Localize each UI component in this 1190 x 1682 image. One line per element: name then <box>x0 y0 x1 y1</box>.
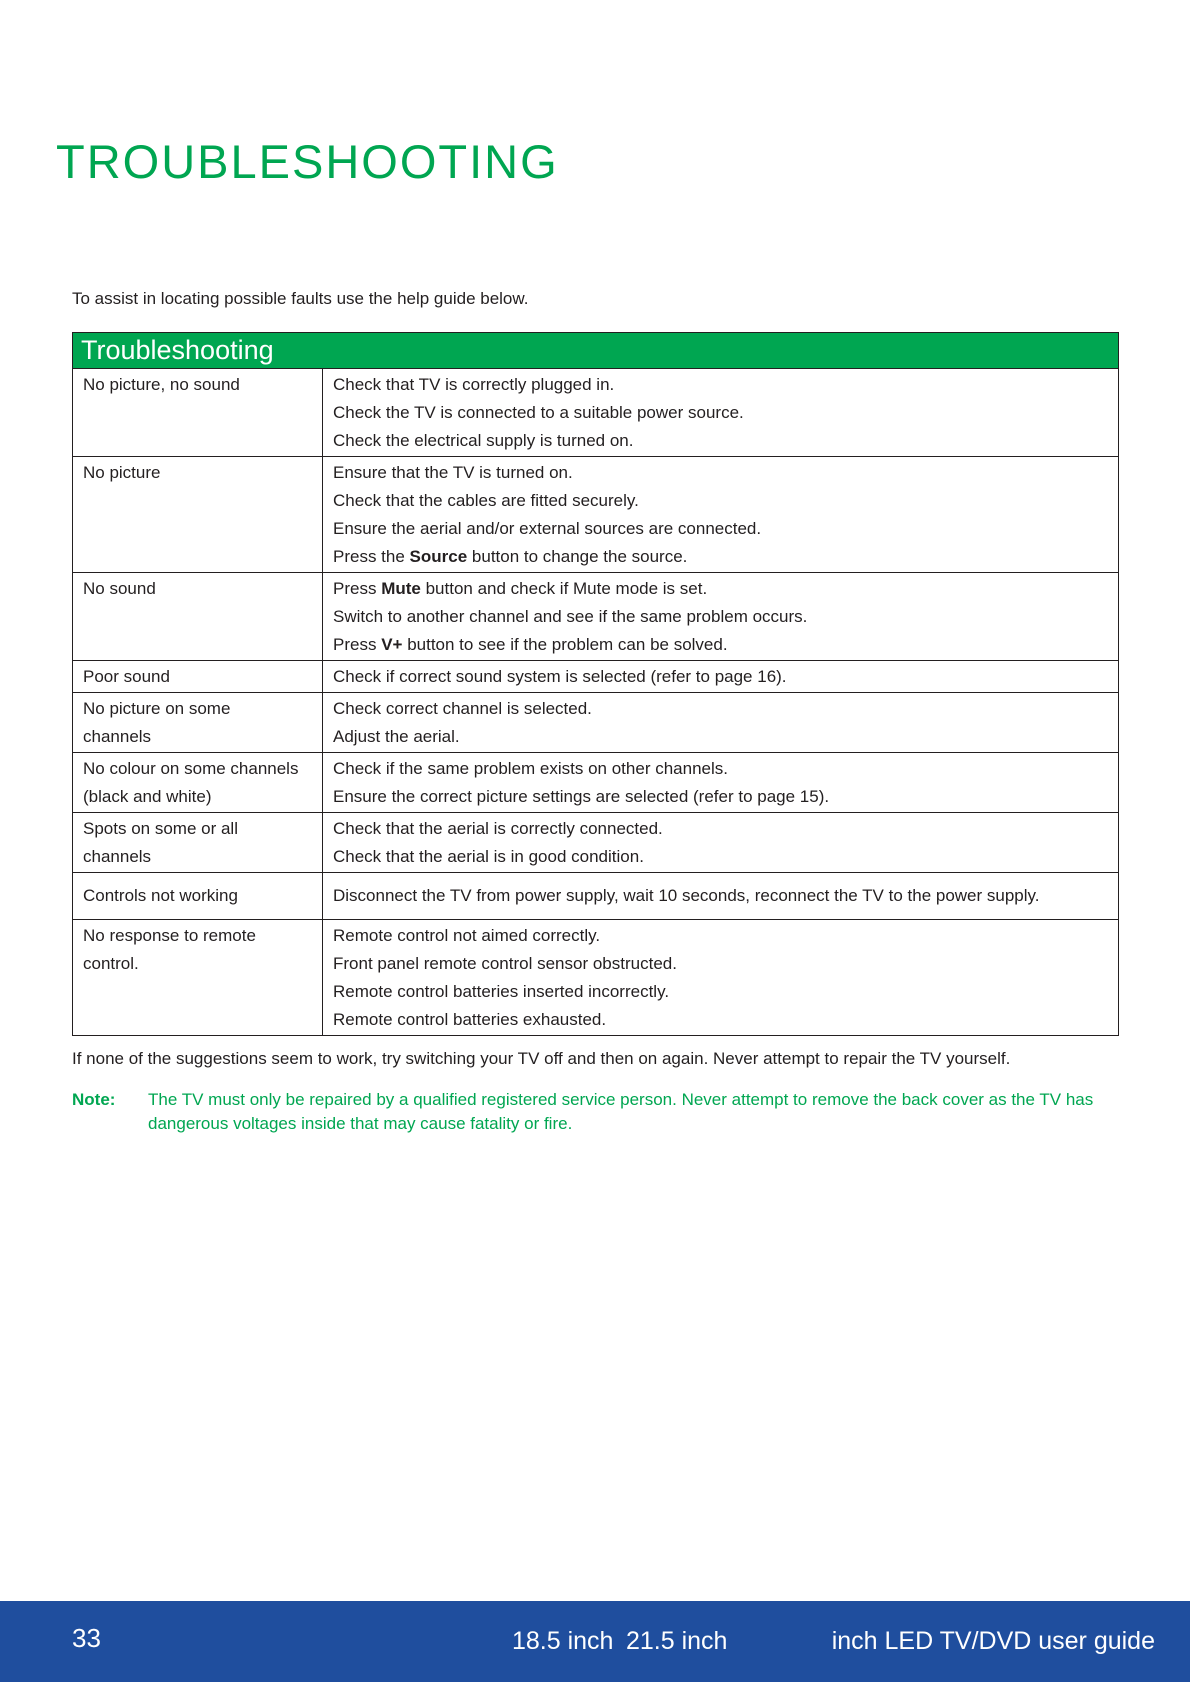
note-text: The TV must only be repaired by a qualified registered service person. Never attempt to remove the back cover as the TV has dangerous voltages inside that may cause fatality or fire. <box>148 1090 1094 1133</box>
problem-line: control. <box>83 954 139 973</box>
solution-text: button to change the source. <box>467 547 688 566</box>
solution-line <box>333 755 1108 783</box>
solution-line <box>333 487 1108 515</box>
solution-text: Check that the aerial is in good condition. <box>333 847 644 866</box>
solution-cell <box>323 813 1119 873</box>
solution-line <box>333 783 1108 811</box>
solution-line <box>333 399 1108 427</box>
solution-text: Remote control batteries exhausted. <box>333 1010 607 1029</box>
solution-text: Adjust the aerial. <box>333 727 460 746</box>
solution-line <box>333 843 1108 871</box>
solution-cell <box>323 693 1119 753</box>
problem-cell <box>73 693 323 753</box>
footer-size-a: 18.5 inch <box>512 1627 614 1655</box>
table-row <box>73 693 1119 753</box>
table-row <box>73 457 1119 573</box>
troubleshooting-table <box>72 332 1119 1036</box>
problem-cell <box>73 753 323 813</box>
solution-line <box>333 515 1108 543</box>
solution-cell <box>323 920 1119 1036</box>
table-heading: Troubleshooting <box>73 333 1119 369</box>
solution-line <box>333 603 1108 631</box>
solution-line <box>333 978 1108 1006</box>
solution-line <box>333 1006 1108 1034</box>
problem-cell <box>73 920 323 1036</box>
intro-text: To assist in locating possible faults use the help guide below. <box>72 289 529 308</box>
problem-cell <box>73 661 323 693</box>
solution-line <box>333 815 1108 843</box>
problem-line: Spots on some or all <box>83 819 238 838</box>
solution-line <box>333 631 1108 659</box>
solution-cell <box>323 457 1119 573</box>
solution-text: Ensure the correct picture settings are selected (refer to page 15). <box>333 787 830 806</box>
table-row <box>73 753 1119 813</box>
problem-line: channels <box>83 727 152 746</box>
solution-text: Disconnect the TV from power supply, wait 10 seconds, reconnect the TV to the power supply. <box>333 886 1040 905</box>
solution-text: Ensure the aerial and/or external sources are connected. <box>333 519 762 538</box>
table-body <box>73 369 1119 1036</box>
solution-line <box>333 663 1108 691</box>
solution-text: Press <box>333 579 382 598</box>
solution-cell <box>323 661 1119 693</box>
solution-text: Press the <box>333 547 410 566</box>
outro-text: If none of the suggestions seem to work, try switching your TV off and then on again. Never attempt to repair the TV yourself. <box>72 1049 1011 1068</box>
solution-text: Check the electrical supply is turned on. <box>333 431 634 450</box>
page-title: TROUBLESHOOTING <box>56 135 559 188</box>
solution-line <box>333 371 1108 399</box>
solution-text: Check if correct sound system is selected (refer to page 16). <box>333 667 787 686</box>
table-header-row <box>73 333 1119 369</box>
problem-cell <box>73 873 323 920</box>
solution-text: Check if the same problem exists on other channels. <box>333 759 728 778</box>
button-name: Mute <box>381 579 421 598</box>
solution-text: Check that TV is correctly plugged in. <box>333 375 615 394</box>
solution-text: Press <box>333 635 382 654</box>
table-row <box>73 573 1119 661</box>
solution-text: Remote control not aimed correctly. <box>333 926 601 945</box>
problem-line: Controls not working <box>83 886 238 905</box>
solution-line <box>333 427 1108 455</box>
button-name: Source <box>409 547 468 566</box>
problem-line: No response to remote <box>83 926 256 945</box>
footer-size-b: 21.5 inch <box>626 1627 728 1655</box>
solution-cell <box>323 753 1119 813</box>
table-row <box>73 873 1119 920</box>
problem-cell <box>73 573 323 661</box>
problem-line: No picture, no sound <box>83 375 240 394</box>
solution-text: button to see if the problem can be solved. <box>402 635 728 654</box>
solution-line <box>333 695 1108 723</box>
problem-line: No colour on some channels <box>83 759 299 778</box>
solution-text: Check the TV is connected to a suitable power source. <box>333 403 744 422</box>
table-row <box>73 369 1119 457</box>
problem-cell <box>73 369 323 457</box>
footer-guide-title: inch LED TV/DVD user guide <box>831 1627 1155 1655</box>
solution-line <box>333 723 1108 751</box>
problem-line: No picture on some <box>83 699 231 718</box>
problem-line: (black and white) <box>83 787 212 806</box>
problem-line: channels <box>83 847 152 866</box>
problem-cell <box>73 813 323 873</box>
solution-cell <box>323 573 1119 661</box>
solution-text: Front panel remote control sensor obstructed. <box>333 954 677 973</box>
solution-line <box>333 922 1108 950</box>
solution-text: Check that the aerial is correctly connected. <box>333 819 663 838</box>
solution-text: Check correct channel is selected. <box>333 699 592 718</box>
solution-cell <box>323 873 1119 920</box>
button-name: V+ <box>381 635 403 654</box>
table-row <box>73 813 1119 873</box>
page-number: 33 <box>72 1623 101 1653</box>
note-block <box>72 1088 1122 1136</box>
solution-text: Check that the cables are fitted securely. <box>333 491 639 510</box>
solution-text: Remote control batteries inserted incorrectly. <box>333 982 670 1001</box>
table-row <box>73 661 1119 693</box>
footer-bar <box>0 1601 1190 1682</box>
problem-cell <box>73 457 323 573</box>
problem-line: No sound <box>83 579 156 598</box>
solution-line <box>333 543 1108 571</box>
solution-text: Switch to another channel and see if the same problem occurs. <box>333 607 808 626</box>
table-row <box>73 920 1119 1036</box>
solution-text: button and check if Mute mode is set. <box>420 579 708 598</box>
solution-line <box>333 459 1108 487</box>
problem-line: Poor sound <box>83 667 170 686</box>
solution-line <box>333 950 1108 978</box>
solution-line <box>333 575 1108 603</box>
note-label: Note: <box>72 1090 116 1109</box>
problem-line: No picture <box>83 463 161 482</box>
solution-cell <box>323 369 1119 457</box>
solution-text: Ensure that the TV is turned on. <box>333 463 573 482</box>
solution-line <box>333 882 1108 910</box>
